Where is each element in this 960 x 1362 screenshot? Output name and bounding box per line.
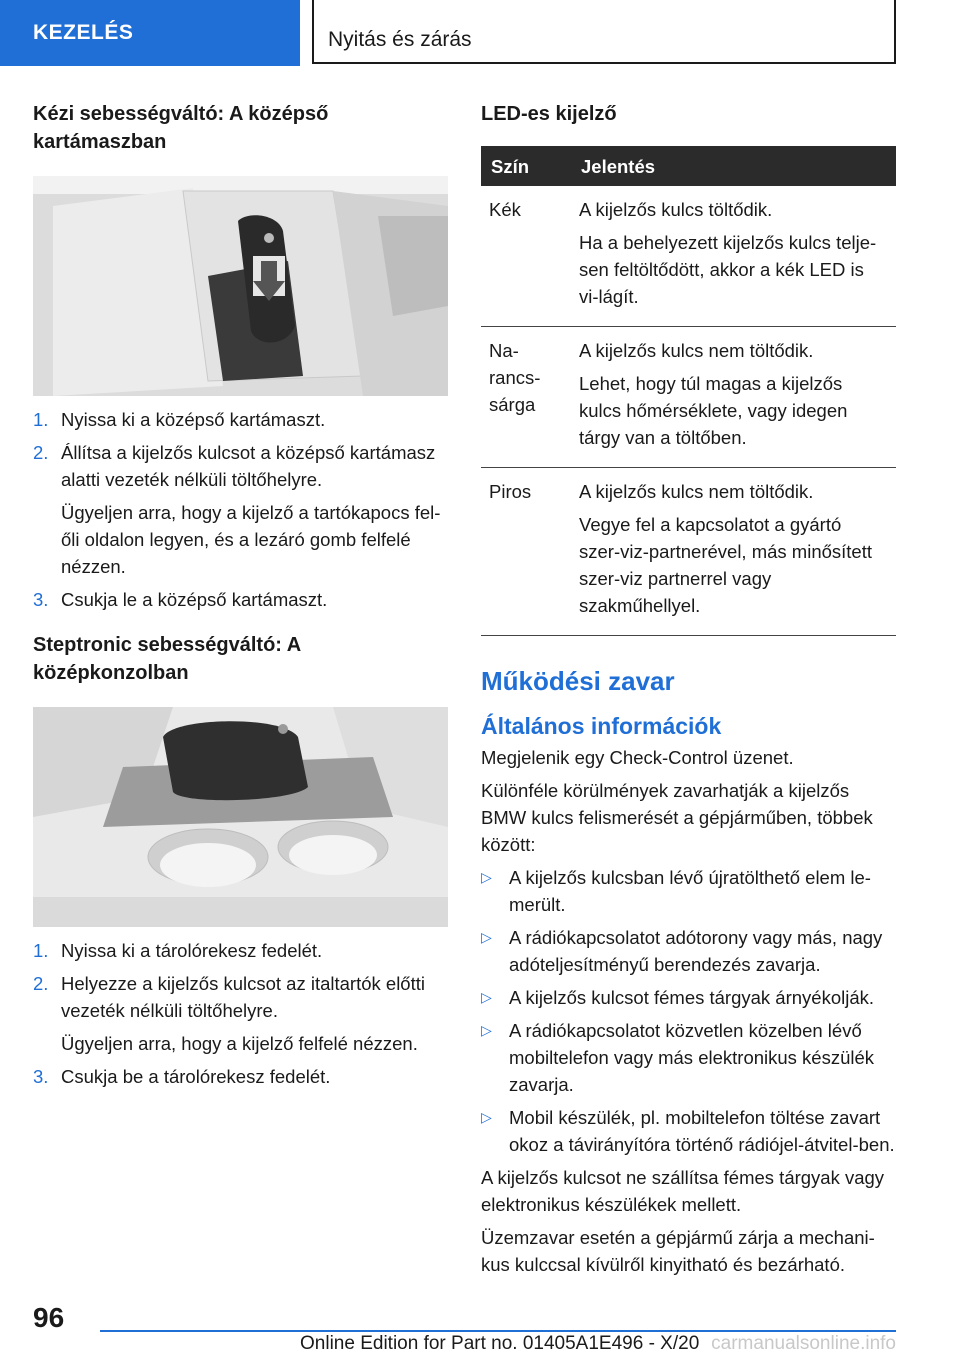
list-item [481,1017,896,1098]
meaning-line: A kijelzős kulcs töltődik. [579,199,773,220]
paragraph: Üzemzavar esetén a gépjármű zárja a mechani-kus kulccsal kívülről kinyitható és bezárható. [481,1227,875,1275]
table-row [481,468,896,636]
armrest-illustration [33,176,448,396]
chapter-label: KEZELÉS [33,21,134,44]
footer-divider [100,1330,896,1332]
color-cell: Na-rancs-sárga [481,327,571,468]
meaning-line: Vegye fel a kapcsolatot a gyártó szer-viz-partnerével, más minősített szer-viz partnerrel vagy szakműhellyel. [579,514,873,616]
list-item [33,439,448,580]
triangle-bullet-icon: ▷ [481,1022,492,1038]
step-text: Helyezze a kijelzős kulcsot az italtartók előtti vezeték nélküli töltőhelyre. [61,973,425,1021]
list-item [481,1104,896,1158]
list-item [33,586,448,613]
interference-list [481,864,896,1158]
col-color-header: Szín [481,146,571,186]
step-number: 1. [33,940,49,961]
led-table [481,146,896,636]
chapter-tab[interactable] [0,0,300,66]
heading-manual-transmission: Kézi sebességváltó: A középső kartámaszban [33,103,329,153]
step-number: 1. [33,409,49,430]
step-number: 2. [33,442,49,463]
paragraph: Különféle körülmények zavarhatják a kijelzős BMW kulcs felismerését a gépjárműben, többek között: [481,780,873,855]
console-illustration [33,707,448,927]
general-info-heading: Általános információk [481,713,722,739]
page-number: 96 [33,1302,65,1333]
paragraph: Megjelenik egy Check-Control üzenet. [481,747,794,768]
step-number: 2. [33,973,49,994]
paragraph: A kijelzős kulcsot ne szállítsa fémes tárgyak vagy elektronikus készülékek mellett. [481,1167,885,1215]
step-note: Ügyeljen arra, hogy a kijelző a tartókapocs fel-őli oldalon legyen, és a lezáró gomb felfelé nézzen. [61,502,441,577]
table-title: LED-es kijelző [481,103,617,125]
triangle-bullet-icon: ▷ [481,1109,492,1125]
bullet-text: A kijelzős kulcsban lévő újratölthető elem le-merült. [509,867,871,915]
table-row [481,327,896,468]
meaning-cell [571,468,896,636]
steps-steptronic [33,937,448,1090]
section-header [312,0,896,64]
table-row [481,186,896,327]
table-header-row [481,146,896,186]
col-meaning-header: Jelentés [571,146,896,186]
list-item [33,1063,448,1090]
watermark: carmanualsonline.info [711,1333,896,1354]
section-title: Nyitás és zárás [328,28,472,51]
bullet-text: A rádiókapcsolatot közvetlen közelben lévő mobiltelefon vagy más elektronikus készülék zavarja. [509,1020,875,1095]
list-item [481,864,896,918]
step-note: Ügyeljen arra, hogy a kijelző felfelé nézzen. [61,1033,418,1054]
list-item [33,970,448,1057]
step-text: Nyissa ki a középső kartámaszt. [61,409,326,430]
console-photo [33,707,448,927]
list-item [481,984,896,1011]
bullet-text: Mobil készülék, pl. mobiltelefon töltése zavart okoz a távirányítóra történő rádiójel-átvitel-ben. [509,1107,895,1155]
step-text: Nyissa ki a tárolórekesz fedelét. [61,940,323,961]
step-number: 3. [33,589,49,610]
armrest-photo [33,176,448,396]
list-item [33,937,448,964]
list-item [33,406,448,433]
step-text: Csukja be a tárolórekesz fedelét. [61,1066,331,1087]
malfunction-heading: Működési zavar [481,666,675,696]
meaning-line: A kijelzős kulcs nem töltődik. [579,340,814,361]
step-text: Állítsa a kijelzős kulcsot a középső kartámasz alatti vezeték nélküli töltőhelyre. [61,442,436,490]
meaning-line: Ha a behelyezett kijelzős kulcs telje-sen feltöltődött, akkor a kék LED is vi-lágít. [579,232,877,307]
bullet-text: A kijelzős kulcsot fémes tárgyak árnyékolják. [509,987,875,1008]
steps-manual [33,406,448,613]
triangle-bullet-icon: ▷ [481,869,492,885]
left-column [33,100,448,1100]
right-column [481,100,896,1284]
step-text: Csukja le a középső kartámaszt. [61,589,328,610]
triangle-bullet-icon: ▷ [481,929,492,945]
list-item [481,924,896,978]
edition-text: Online Edition for Part no. 01405A1E496 - X/20 [300,1333,700,1354]
meaning-line: A kijelzős kulcs nem töltődik. [579,481,814,502]
step-number: 3. [33,1066,49,1087]
meaning-cell [571,327,896,468]
heading-steptronic: Steptronic sebességváltó: A középkonzolban [33,634,301,684]
meaning-line: Lehet, hogy túl magas a kijelzős kulcs hőmérséklete, vagy idegen tárgy van a töltőben. [579,373,848,448]
color-cell: Piros [481,468,571,636]
triangle-bullet-icon: ▷ [481,989,492,1005]
color-cell: Kék [481,186,571,327]
bullet-text: A rádiókapcsolatot adótorony vagy más, nagy adóteljesítményű berendezés zavarja. [509,927,883,975]
meaning-cell [571,186,896,327]
